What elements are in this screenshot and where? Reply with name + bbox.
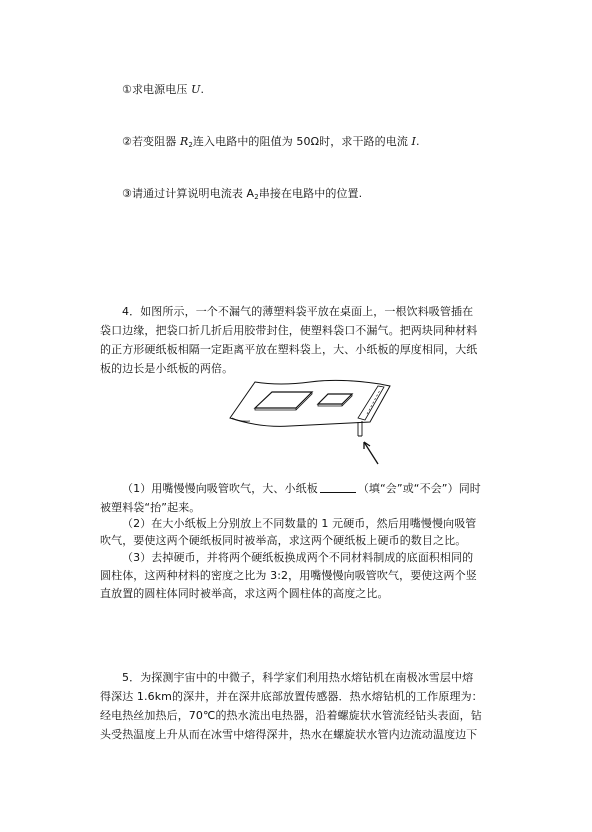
- large-board: [255, 392, 312, 408]
- q3-part3-text: ③请通过计算说明电流表 A: [122, 187, 255, 200]
- q4-intro-line-2: 袋口边缘，把袋口折几折后用胶带封住，使塑料袋口不漏气。把两块同种材料: [100, 324, 478, 337]
- q5-line-3: 经电热丝加热后，70℃的热水流出电热器，沿着螺旋状水管流经钻头表面，钻: [100, 709, 482, 722]
- straw: [358, 421, 362, 436]
- answer-blank[interactable]: [320, 481, 356, 493]
- q3-part2-sub: 2: [188, 141, 193, 149]
- q3-part1-suffix: .: [200, 83, 205, 96]
- small-board: [318, 394, 352, 404]
- q3-part2-suffix: .: [415, 135, 420, 148]
- q3-part3-suffix: 串接在电路中的位置.: [258, 187, 363, 200]
- q3-part1-var: U: [191, 83, 201, 96]
- q4-intro-line-4: 板的边长是小纸板的两倍。: [100, 362, 234, 375]
- q3-part2: [122, 134, 420, 153]
- q4-sub1-text-after: （填“会”或“不会”）同时: [357, 482, 481, 495]
- q3-part1-text: ①求电源电压: [122, 83, 192, 96]
- plastic-bag-outline: [230, 380, 390, 426]
- q5-line-1: 5．为探测宇宙中的中微子，科学家们利用热水熔钻机在南极冰雪层中熔: [122, 671, 474, 684]
- q4-sub3-line-2: 圆柱体，这两种材料的密度之比为 3:2，用嘴慢慢向吸管吹气，要使这两个竖: [100, 569, 477, 582]
- q4-intro-line-1: 4．如图所示，一个不漏气的薄塑料袋平放在桌面上，一根饮料吸管插在: [122, 305, 474, 318]
- q3-part3: [122, 186, 362, 205]
- q4-sub2-line-1: （2）在大小纸板上分别放上不同数量的 1 元硬币，然后用嘴慢慢向吸管: [122, 517, 477, 530]
- q4-sub1-line-1: [122, 481, 481, 497]
- q4-sub3-line-3: 直放置的圆柱体同时被举高，求这两个圆柱体的高度之比。: [100, 587, 389, 600]
- q3-part2-mid: 连入电路中的阻值为 50Ω时，求干路的电流: [192, 135, 412, 148]
- plastic-bag-figure: [220, 378, 400, 468]
- arrow-icon: [364, 442, 378, 464]
- q4-sub3-line-1: （3）去掉硬币，并将两个硬纸板换成两个不同材料制成的底面积相同的: [122, 551, 474, 564]
- bag-edge-wrinkle: [232, 418, 250, 421]
- q5-line-2: 得深达 1.6km的深井，并在深井底部放置传感器．热水熔钻机的工作原理为：: [100, 690, 483, 703]
- q4-sub1-text: （1）用嘴慢慢向吸管吹气，大、小纸板: [122, 482, 318, 495]
- q3-part2-var: R: [179, 135, 189, 148]
- q5-line-4: 头受热温度上升从而在冰雪中熔得深井，热水在螺旋状水管内边流动温度边下: [100, 728, 478, 741]
- q3-part2-var2: I: [411, 135, 416, 148]
- q3-part3-sub: 2: [254, 193, 259, 201]
- q4-intro-line-3: 的正方形硬纸板相隔一定距离平放在塑料袋上，大、小纸板的厚度相同，大纸: [100, 343, 478, 356]
- q3-part2-text: ②若变阻器: [122, 135, 180, 148]
- q3-part1: [122, 82, 204, 98]
- q4-sub2-line-2: 吹气，要使这两个硬纸板同时被举高，求这两个硬纸板上硬币的数目之比。: [100, 534, 467, 547]
- q4-sub1-line-2: 被塑料袋“抬”起来。: [100, 501, 201, 514]
